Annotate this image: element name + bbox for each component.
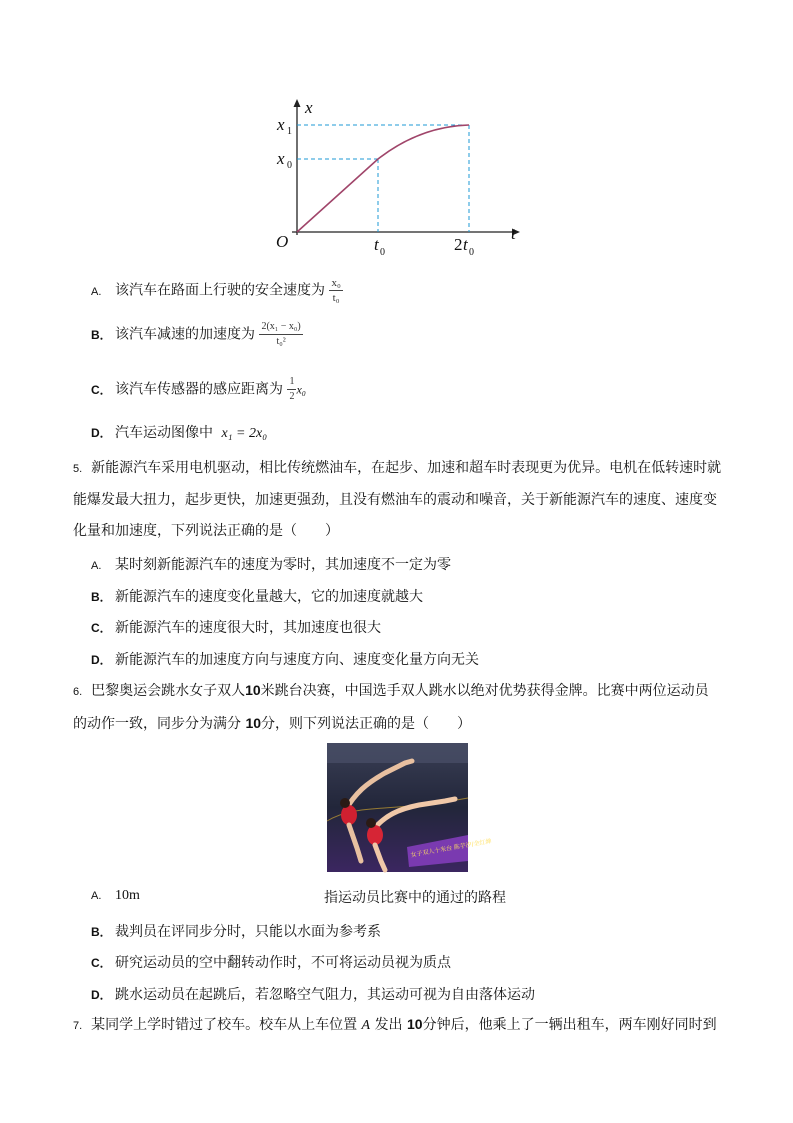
option-letter: D． [91,653,112,667]
option-text: 该汽车传感器的感应距离为 [115,381,283,398]
2t0-coef: 2 [454,235,463,254]
x-t-curve [297,125,469,232]
fraction: $\frac{\text{x₀}}{\text{t₀}}$ [331,277,341,304]
option-letter: C． [91,382,112,397]
option-text: 研究运动员的空中翻转动作时，不可将运动员视为质点 [115,955,451,971]
option-text: 某时刻新能源汽车的速度为零时，其加速度不一定为零 [115,557,451,573]
x-axis-label: t [511,224,516,243]
option-text: 汽车运动图像中 [115,425,213,441]
question-number: 7. [73,1020,83,1032]
q4-option-c[interactable] [91,375,306,404]
math-term: x₀ [296,382,306,397]
x1-sub: 1 [287,126,292,137]
option-text: 新能源汽车的加速度方向与速度方向、速度变化量方向无关 [115,652,479,668]
q5-line1: 5. 新能源汽车采用电机驱动，相比传统燃油车，在起步、加速和超车时表现更为优异。电机在低转速时就 [73,460,722,476]
position-time-graph [270,95,530,265]
t0-sub: 0 [380,247,385,258]
t0-label: t [374,235,379,254]
question-number: 5. [73,463,83,475]
2t0-label: t [463,235,468,254]
option-letter: D． [91,988,112,1002]
q5-stem [73,453,733,547]
q4-option-d[interactable] [91,422,267,442]
q6-option-a[interactable] [91,887,731,904]
x0-sub: 0 [287,160,292,171]
math-equation: x₁ = 2x₀ [221,426,268,441]
2t0-sub: 0 [469,247,474,258]
option-letter: B． [91,590,112,604]
q6-option-b[interactable] [91,921,381,941]
q4-option-b[interactable] [91,320,303,349]
y-axis-arrow [294,99,301,107]
x1-label: x [277,115,285,134]
q6-stem [73,675,733,740]
position-variable: A [361,1018,371,1033]
option-letter: C． [91,956,112,970]
fraction: $\frac{\text{2(x₁ − x₀)}}{\text{t₀²}}$ [261,321,301,347]
q6-line2: 的动作一致，同步分为满分 10分，则下列说法正确的是（ ） [73,715,472,732]
q5-option-c[interactable] [91,617,381,637]
option-text: 新能源汽车的速度很大时，其加速度也很大 [115,620,381,636]
option-text: 该汽车在路面上行驶的安全速度为 [115,282,325,299]
option-letter: D． [91,426,112,440]
option-text: 新能源汽车的速度变化量越大，它的加速度就越大 [115,589,423,605]
x0-label: x [277,149,285,168]
distance-value: 10m [115,888,140,903]
q5-line2: 能爆发最大扭力，起步更快，加速更强劲，且没有燃油车的震动和噪音，关于新能源汽车的速度、速度变 [73,492,717,508]
option-letter: B． [91,327,112,342]
q6-option-c[interactable] [91,952,451,972]
option-letter: C． [91,621,112,635]
option-letter: B． [91,925,112,939]
option-letter: A. [91,285,102,298]
diving-photo [327,743,493,872]
q5-option-a[interactable] [91,554,451,574]
q6-line1: 6. 巴黎奥运会跳水女子双人10米跳台决赛，中国选手双人跳水以绝对优势获得金牌。比赛中两位运动员 [73,682,709,699]
photo-caption: 女子双人十米台 陈芋汐/全红婵 [410,837,493,859]
q5-line3: 化量和加速度，下列说法正确的是（ ） [73,523,339,539]
q4-option-a[interactable] [91,276,343,305]
q6-option-d[interactable] [91,984,535,1004]
option-letter: A. [91,560,102,572]
q5-option-d[interactable] [91,649,479,669]
y-axis-label: x [305,98,313,117]
origin-label: O [276,232,289,251]
option-text: 该汽车减速的加速度为 [115,326,255,343]
option-text: 裁判员在评同步分时，只能以水面为参考系 [115,924,381,940]
option-text: 指运动员比赛中的通过的路程 [324,890,506,906]
q5-option-b[interactable] [91,586,423,606]
option-text: 跳水运动员在起跳后，若忽略空气阻力，其运动可视为自由落体运动 [115,987,535,1003]
fraction: $\frac{1}{2}$ [289,376,295,402]
q7-stem: 7. 某同学上学时错过了校车。校车从上车位置 A 发出 10分钟后，他乘上了一辆出租车，两车刚好同时到 [73,1016,717,1033]
question-number: 6. [73,686,83,698]
option-letter: A. [91,890,102,902]
